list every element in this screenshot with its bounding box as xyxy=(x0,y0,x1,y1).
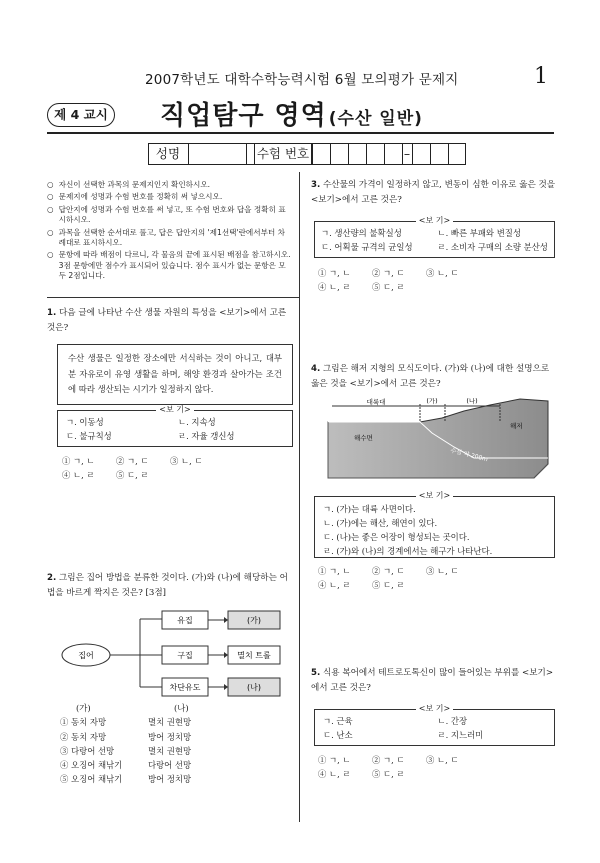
question-stem: 그림은 해저 지형의 모식도이다. (가)와 (나)에 대한 설명으로 옳은 것을 <보기>에서 고른 것은? xyxy=(311,364,550,389)
table-row[interactable]: ④ 오징어 채낚기 다랑어 선망 xyxy=(60,760,192,771)
notes-rule xyxy=(47,297,299,298)
bogi-items xyxy=(323,714,546,742)
bogi-item: ㄴ. 빠른 부패와 변질성 xyxy=(437,228,521,238)
bogi-item: ㄱ. (가)는 대륙 사면이다. xyxy=(323,504,416,514)
shelf-label: 대륙대 xyxy=(366,398,386,406)
option-4[interactable]: ④ ㄴ, ㄹ xyxy=(318,580,351,590)
bogi-title: <보 기> xyxy=(315,490,554,502)
digit-cell xyxy=(430,143,431,165)
name-end-divider xyxy=(246,143,247,165)
bogi-item: ㄷ. 불규칙성 xyxy=(66,431,112,441)
digit-cell xyxy=(348,143,349,165)
answer-table xyxy=(60,701,238,787)
seafloor-diagram xyxy=(324,398,550,486)
bogi-item: ㄷ. (나)는 좋은 어장이 형성되는 곳이다. xyxy=(323,532,470,542)
question-stem: 그림은 집어 방법을 분류한 것이다. (가)와 (나)에 해당하는 어법을 바르게 짝지은 것은? [3점] xyxy=(47,573,288,598)
option-3[interactable]: ③ ㄴ, ㄷ xyxy=(426,755,459,765)
question-stem: 다음 글에 나타난 수산 생물 자원의 특성을 <보기>에서 고른 것은? xyxy=(47,308,287,333)
bogi-title: <보 기> xyxy=(315,215,554,227)
header-rule xyxy=(47,132,554,134)
name-divider xyxy=(188,143,189,165)
bogi-item: ㄹ. 소비자 구매의 소량 분산성 xyxy=(437,242,548,252)
question-number: 3. xyxy=(311,180,321,190)
tree-lines xyxy=(110,619,162,687)
bogi-item: ㄱ. 이동성 xyxy=(66,417,104,427)
bogi-item: ㄹ. (가)와 (나)의 경계에서는 해구가 나타난다. xyxy=(323,546,493,556)
bogi-item: ㄴ. (가)에는 해산, 해연이 있다. xyxy=(323,518,438,528)
instructions xyxy=(47,180,292,284)
option-3[interactable]: ③ ㄴ, ㄷ xyxy=(426,566,459,576)
table-row[interactable]: ⑤ 오징어 채낚기 방어 정치망 xyxy=(60,774,192,785)
column-head: (나) xyxy=(174,703,189,713)
option-1[interactable]: ① ㄱ, ㄴ xyxy=(318,566,351,576)
bogi-item: ㄹ. 지느러미 xyxy=(437,730,484,740)
digit-cell xyxy=(448,143,449,165)
bogi-title: <보 기> xyxy=(58,404,292,416)
question-4 xyxy=(311,362,556,392)
bogi-item: ㄹ. 자율 갱신성 xyxy=(178,431,235,441)
option-5[interactable]: ⑤ ㄷ, ㄹ xyxy=(372,282,405,292)
option-1[interactable]: ① ㄱ, ㄴ xyxy=(62,456,95,466)
digit-cell xyxy=(412,143,413,165)
target-label: (가) xyxy=(247,616,261,625)
option-5[interactable]: ⑤ ㄷ, ㄹ xyxy=(372,769,405,779)
column-divider xyxy=(299,172,300,822)
bullet-icon: ○ xyxy=(47,250,54,260)
answer-options xyxy=(318,753,466,781)
fish-gathering-diagram xyxy=(58,609,294,701)
branch-label: 차단유도 xyxy=(169,683,201,692)
question-number: 2. xyxy=(47,573,57,583)
question-stem: 수산물의 가격이 일정하지 않고, 변동이 심한 이유로 옳은 것을 <보기>에서 고른 것은? xyxy=(311,180,556,205)
table-row[interactable]: ② 동치 자망 방어 정치망 xyxy=(60,731,192,742)
question-stem: 식용 복어에서 테트로도톡신이 많이 들어있는 부위를 <보기>에서 고른 것은? xyxy=(311,668,554,693)
arrow-lines xyxy=(208,620,224,687)
label-a: (가) xyxy=(426,398,438,405)
question-2 xyxy=(47,571,295,601)
question-1 xyxy=(47,306,295,336)
name-label: 성명 xyxy=(155,146,181,161)
question-3 xyxy=(311,178,556,208)
bogi-item: ㄴ. 지속성 xyxy=(178,417,216,427)
instruction-item: ○ 자신이 선택한 과목의 문제지인지 확인하시오. xyxy=(47,180,211,189)
branch-label: 유집 xyxy=(177,616,193,625)
table-header xyxy=(60,701,238,715)
passage-box: 수산 생물은 일정한 장소에만 서식하는 것이 아니고, 대부분 자유로이 유영 생활을 하며, 해양 환경과 살아가는 조건에 따라 생산되는 시기가 일정하지 않다. xyxy=(57,344,293,405)
instruction-item: ○ 문제지에 성명과 수험 번호를 정확히 써 넣으시오. xyxy=(47,192,223,202)
bullet-icon: ○ xyxy=(47,227,54,237)
exam-dash: – xyxy=(403,146,411,161)
bogi-items xyxy=(66,415,284,443)
target-label: 멸치 트롤 xyxy=(237,651,271,660)
bogi-item: ㄴ. 간장 xyxy=(437,716,468,726)
bullet-icon: ○ xyxy=(47,204,54,214)
bogi-box xyxy=(314,216,555,258)
option-2[interactable]: ② ㄱ, ㄷ xyxy=(372,755,405,765)
bogi-box xyxy=(314,491,555,558)
option-4[interactable]: ④ ㄴ, ㄹ xyxy=(318,769,351,779)
table-row[interactable]: ① 동치 자망 멸치 권현망 xyxy=(60,717,192,728)
question-number: 4. xyxy=(311,364,321,374)
sea-surface-label: 해수면 xyxy=(354,434,373,442)
exam-header: 2007학년도 대학수학능력시험 6월 모의평가 문제지 xyxy=(145,72,459,88)
option-5[interactable]: ⑤ ㄷ, ㄹ xyxy=(372,580,405,590)
option-2[interactable]: ② ㄱ, ㄷ xyxy=(372,268,405,278)
branch-label: 구집 xyxy=(177,651,193,660)
option-5[interactable]: ⑤ ㄷ, ㄹ xyxy=(116,470,149,480)
title-main: 직업탐구 영역 xyxy=(160,101,327,131)
bogi-item: ㄷ. 난소 xyxy=(323,730,353,740)
depth-label: 수심 약 200m xyxy=(449,447,489,464)
table-row[interactable]: ③ 다랑어 선망 멸치 권현망 xyxy=(60,745,192,756)
page-title xyxy=(160,95,423,132)
bogi-item: ㄱ. 생산량의 불확실성 xyxy=(321,228,402,238)
question-number: 1. xyxy=(47,308,57,318)
exam-divider xyxy=(312,143,313,165)
bogi-box xyxy=(314,704,555,746)
option-3[interactable]: ③ ㄴ, ㄷ xyxy=(170,456,203,466)
question-number: 5. xyxy=(311,668,321,678)
seafloor-label: 해저 xyxy=(510,422,523,430)
bullet-icon: ○ xyxy=(47,180,54,189)
answer-options xyxy=(62,454,210,482)
page-number: 1 xyxy=(534,64,548,89)
instruction-item: ○ 과목을 선택한 순서대로 풀고, 답은 답안지의 '제1선택'란에서부터 차례대로 표시하시오. xyxy=(47,227,286,248)
bogi-item: ㄷ. 어획물 규격의 균일성 xyxy=(321,242,413,252)
answer-options xyxy=(318,564,466,592)
target-label: (나) xyxy=(247,683,261,692)
bullet-icon: ○ xyxy=(47,192,54,202)
bogi-items xyxy=(321,226,548,254)
option-1[interactable]: ① ㄱ, ㄴ xyxy=(318,755,351,765)
bogi-box xyxy=(57,405,293,447)
column-head: (가) xyxy=(76,703,91,713)
question-5 xyxy=(311,666,556,696)
option-4[interactable]: ④ ㄴ, ㄹ xyxy=(318,282,351,292)
period-badge: 제 4 교시 xyxy=(47,103,115,127)
option-4[interactable]: ④ ㄴ, ㄹ xyxy=(62,470,95,480)
digit-cell xyxy=(330,143,331,165)
digit-cell xyxy=(366,143,367,165)
label-b: (나) xyxy=(466,398,478,405)
exam-number-label: 수험 번호 xyxy=(256,146,310,161)
bogi-title: <보 기> xyxy=(315,703,554,715)
bogi-item: ㄱ. 근육 xyxy=(323,716,353,726)
root-label: 집어 xyxy=(78,651,94,660)
answer-options xyxy=(318,266,466,294)
option-2[interactable]: ② ㄱ, ㄷ xyxy=(372,566,405,576)
option-2[interactable]: ② ㄱ, ㄷ xyxy=(116,456,149,466)
option-1[interactable]: ① ㄱ, ㄴ xyxy=(318,268,351,278)
instruction-item: ○ 답안지에 성명과 수험 번호를 써 넣고, 또 수험 번호와 답을 정확히 표시하시오. xyxy=(47,204,286,225)
option-3[interactable]: ③ ㄴ, ㄷ xyxy=(426,268,459,278)
arrow-icon xyxy=(224,617,228,690)
instruction-item: ○ 문항에 따라 배점이 다르니, 각 물음의 끝에 표시된 배점을 참고하시오. 3점 문항에만 점수가 표시되어 있습니다. 점수 표시가 없는 문항은 모두 2점입니다. xyxy=(47,250,291,281)
digit-cell xyxy=(384,143,385,165)
title-subject: (수산 일반) xyxy=(328,109,423,129)
